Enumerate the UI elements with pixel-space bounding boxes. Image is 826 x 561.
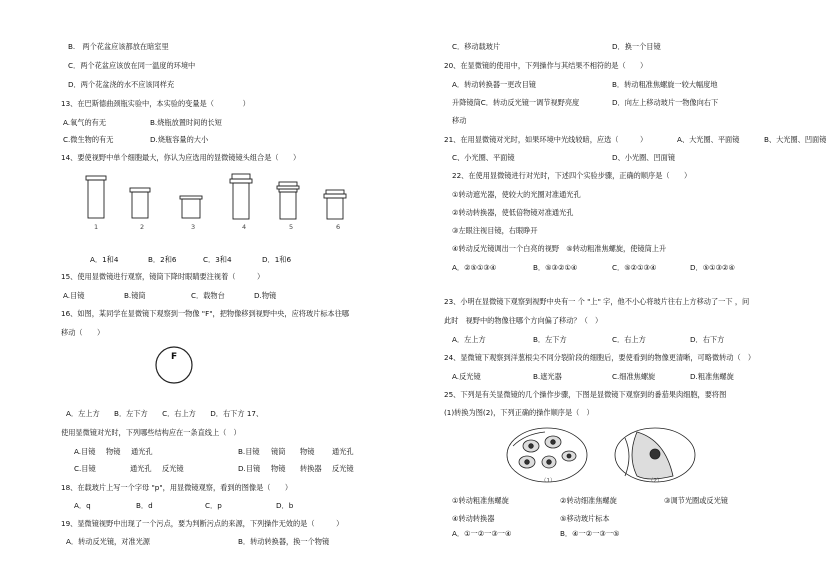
q13-option-a: A.氧气的有无	[63, 118, 107, 127]
q22-option-c: C．⑤②①③④	[612, 263, 657, 272]
q22-step-1: ①转动遮光器，使较大的光圈对准通光孔	[452, 190, 581, 199]
q21-option-a: A、大光圈、平面镜	[677, 135, 740, 144]
q17-option-b-4: 通光孔	[332, 447, 354, 456]
q17-option-b-1: B.目镜	[238, 447, 260, 456]
figure-1-label: （1）	[541, 478, 556, 484]
q24-option-c: C.细准焦螺旋	[612, 372, 656, 381]
q15-option-d: D.物镜	[254, 291, 277, 300]
q13-option-c: C.微生物的有无	[63, 135, 114, 144]
q12-option-d: D．两个花盆浇的水不应该同样充	[68, 80, 175, 89]
q16-options: A．左上方 B．左下方 C．右上方 D．右下方 17、	[66, 409, 264, 418]
q17-option-d-3: 转换器	[300, 464, 322, 473]
lens-5-body	[280, 192, 296, 219]
question-20: 20、在显微镜的使用中，下列操作与其结果不相符的是（ ）	[444, 61, 648, 70]
q18-option-a: A．q	[74, 501, 91, 510]
figure-2-label: （2）	[648, 478, 663, 484]
tomato-cells-figure	[505, 426, 705, 488]
q20-option-b: B．转动粗准焦螺旋一较大幅度地	[612, 80, 718, 89]
question-23-cont: 此时 视野中的物像往哪个方向偏了移动？（ ）	[444, 316, 603, 325]
lens-figure	[78, 168, 348, 238]
q15-option-b: B.镜筒	[124, 291, 146, 300]
q22-option-b: B．⑤③②①④	[533, 263, 578, 272]
lens-2-body	[132, 192, 148, 218]
lens-number-6: 6	[336, 223, 341, 231]
q21-option-c: C、小光圈、平面镜	[452, 153, 515, 162]
q24-option-d: D.粗准焦螺旋	[690, 372, 734, 381]
q22-step-2: ②转动转换器，使低倍物镜对准通光孔	[452, 208, 574, 217]
q25-step-3: ③调节光圈或反光镜	[664, 496, 728, 505]
question-21: 21、在用显微镜对光时，如果环境中光线较暗，应选（ ）	[444, 135, 648, 144]
q17-option-a-3: 通光孔	[131, 447, 153, 456]
q19-option-d: D．换一个目镜	[612, 42, 661, 51]
q14-option-d: D．1和6	[262, 255, 292, 264]
q17-option-d-4: 反光镜	[332, 464, 354, 473]
lens-5-top	[279, 182, 297, 186]
q22-option-d: D．⑤①③②④	[690, 263, 735, 272]
q25-step-1: ①转动粗准焦螺旋	[452, 496, 509, 505]
q20-option-a: A．转动转换器一更改目镜	[452, 80, 536, 89]
f-letter: F	[171, 352, 178, 362]
q25-step-4: ④转动转换器	[452, 514, 495, 523]
lens-number-4: 4	[242, 223, 247, 231]
q17-option-d-2: 物镜	[271, 464, 286, 473]
q14-option-b: B．2和6	[148, 255, 177, 264]
question-16: 16、如图，某同学在显微镜下观察到一物像 "F"，把物像移到视野中央，应将玻片标本往哪	[61, 309, 350, 318]
lens-4-ring	[230, 179, 252, 183]
q23-option-a: A．左上方	[452, 335, 486, 344]
q25-step-5: ⑤移动玻片标本	[560, 514, 610, 523]
lens-1-body	[88, 180, 104, 218]
lens-6-top	[326, 190, 344, 194]
q22-step-3: ③左眼注视目镜，右眼睁开	[452, 226, 538, 235]
lens-number-1: 1	[94, 223, 99, 231]
question-16-cont: 移动（ ）	[61, 328, 105, 337]
q25-step-2: ②转动细准焦螺旋	[560, 496, 617, 505]
q25-option-b: B．④一②一③一⑤	[560, 529, 620, 538]
question-19: 19、显微镜视野中出现了一个污点，要为判断污点的来源，下列操作无效的是（ ）	[61, 519, 344, 528]
lens-1-rim	[86, 176, 106, 180]
lens-number-5: 5	[289, 223, 294, 231]
q13-option-d: D.烧瓶容量的大小	[150, 135, 209, 144]
lens-number-3: 3	[191, 223, 196, 231]
lens-4-body	[233, 183, 249, 219]
q21-option-d: D、小光圈、凹面镜	[612, 153, 676, 162]
q17-option-b-3: 物镜	[300, 447, 315, 456]
q17-option-c-3: 反光镜	[162, 464, 184, 473]
q12-option-c: C．两个花盆应该放在同一温度的环境中	[68, 61, 196, 70]
q15-option-c: C．载物台	[191, 291, 225, 300]
question-15: 15、使用显微镜进行观察，镜筒下降时眼睛要注视着（ ）	[61, 272, 265, 281]
question-17: 使用显微镜对光时，下列哪些结构应在一条直线上（ ）	[61, 428, 241, 437]
field-of-view-circle	[154, 345, 194, 385]
q19-option-b: B．转动转换器，换一个物镜	[238, 537, 330, 546]
question-23: 23、小明在显微镜下观察到视野中央有一 个 "上" 字，他不小心将玻片往右上方移动了一下 ，问	[444, 297, 750, 306]
q20-option-d: D．向左上移动玻片一物像向右下	[612, 98, 719, 107]
question-22: 22、在使用显微镜进行对光时，下述四个实验步骤，正确的顺序是（ ）	[452, 171, 692, 180]
q17-option-c-2: 通光孔	[130, 464, 152, 473]
question-25: 25、下列是有关显微镜的几个操作步骤，下图是显微镜下观察到的番茄果肉细胞，要将图	[444, 390, 727, 399]
lens-6-body	[327, 198, 343, 219]
lens-6-ring	[324, 194, 346, 198]
q13-option-b: B.烧瓶放置时间的长短	[150, 118, 222, 127]
q14-option-a: A．1和4	[90, 255, 119, 264]
q21-option-b: B、大光圈、凹面镜	[764, 135, 826, 144]
q17-option-a-1: A.目镜	[74, 447, 96, 456]
q23-option-d: D．右下方	[690, 335, 725, 344]
cell-2-nucleus	[650, 449, 660, 459]
q20-option-b-c: 升降镜筒C．转动反光镜一调节视野亮度	[452, 98, 580, 107]
q18-option-d: D．b	[276, 501, 294, 510]
q20-option-d-cont: 移动	[452, 116, 467, 125]
lens-number-2: 2	[140, 223, 145, 231]
q22-option-a: A．②⑤①③④	[452, 263, 497, 272]
question-13: 13、在巴斯德曲颈瓶实验中，本实验的变量是（ ）	[61, 99, 250, 108]
lens-3-body	[182, 199, 200, 218]
q19-option-a: A．转动反光镜，对准光源	[66, 537, 150, 546]
lens-2-rim	[130, 188, 150, 192]
q17-option-d-1: D.目镜	[238, 464, 261, 473]
q17-option-a-2: 物镜	[106, 447, 121, 456]
q18-option-b: B．d	[136, 501, 153, 510]
q22-step-4-5: ④转动反光镜调出一个白亮的视野 ⑤转动粗准焦螺旋，使镜筒上升	[452, 244, 667, 253]
q24-option-a: A.反光镜	[452, 372, 481, 381]
q12-option-b: B. 两个花盆应该都放在暗室里	[68, 42, 169, 51]
q23-option-c: C．右上方	[612, 335, 646, 344]
q25-option-a: A．①一②一③一④	[452, 529, 512, 538]
question-18: 18、在载玻片上写一个字母 "p"，用显微镜观察，看到的图像是（ ）	[61, 483, 293, 492]
question-14: 14、要使视野中单个细胞最大，你认为应选用的显微镜镜头组合是（ ）	[61, 153, 301, 162]
q14-option-c: C．3和4	[203, 255, 232, 264]
lens-4-top	[232, 174, 250, 179]
q23-option-b: B．左下方	[533, 335, 567, 344]
q18-option-c: C．p	[205, 501, 222, 510]
q24-option-b: B.遮光器	[533, 372, 562, 381]
q19-option-c: C．移动载玻片	[452, 42, 501, 51]
q17-option-b-2: 镜筒	[271, 447, 286, 456]
q15-option-a: A.目镜	[63, 291, 85, 300]
q17-option-c-1: C.目镜	[74, 464, 96, 473]
question-24: 24、显微镜下观察到洋葱根尖不同分裂阶段的细胞后，要使看到的物像更清晰，可略微转动（ ）	[444, 353, 756, 362]
question-25-cont: (1)转换为图(2)，下列正确的操作顺序是（ ）	[444, 408, 594, 417]
